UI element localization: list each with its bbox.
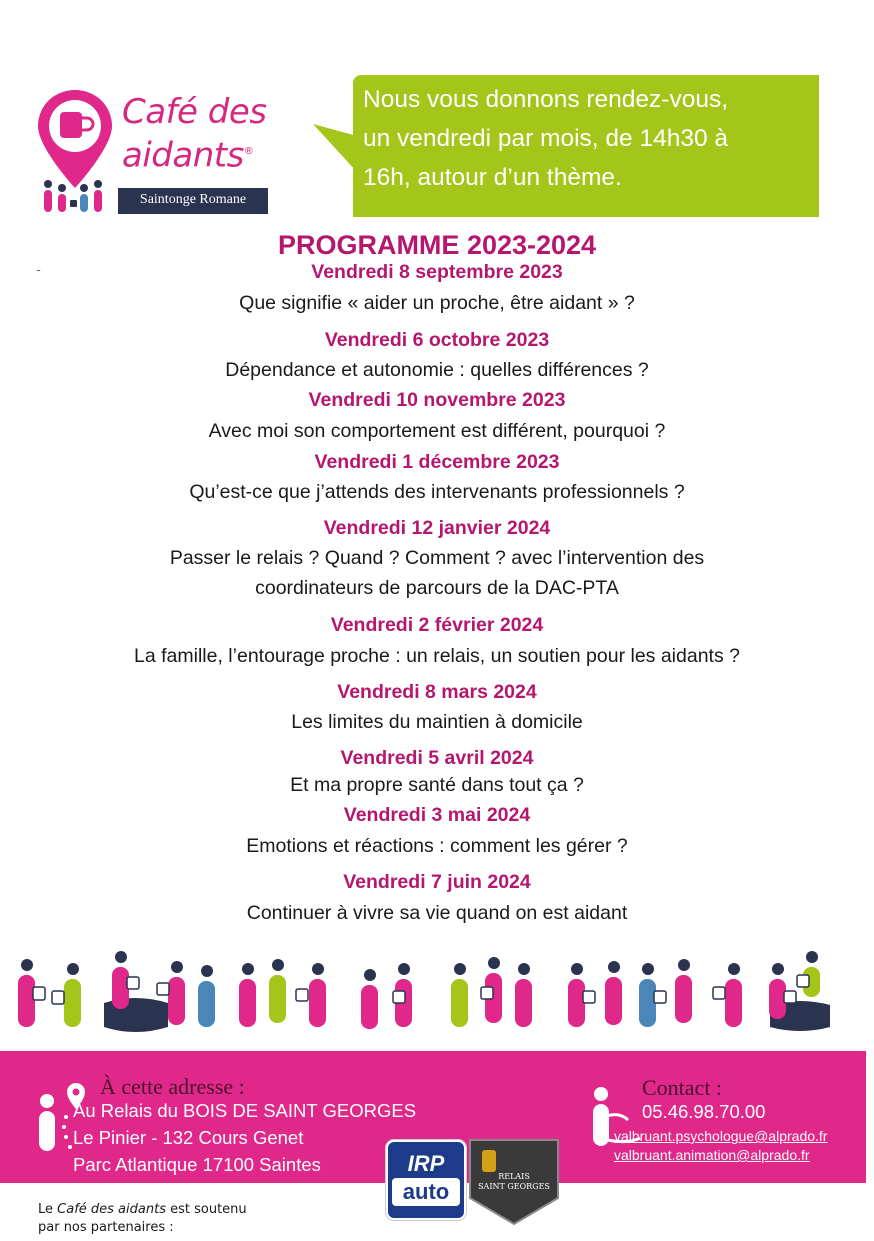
- bubble-line-2: un vendredi par mois, de 14h30 à: [363, 125, 729, 152]
- contact-heading: Contact :: [642, 1075, 723, 1100]
- address-line-1: Au Relais du BOIS DE SAINT GEORGES: [73, 1100, 417, 1121]
- people-group-6: [568, 959, 692, 1027]
- session-date: Vendredi 1 décembre 2023: [314, 451, 560, 473]
- session-date: Vendredi 8 mars 2024: [337, 681, 537, 703]
- irp-logo-bottom: auto: [392, 1178, 460, 1206]
- session-date: Vendredi 10 novembre 2023: [308, 389, 566, 411]
- bubble-line-1: Nous vous donnons rendez-vous,: [363, 86, 728, 113]
- session-topic: Que signifie « aider un proche, être aidant » ?: [239, 292, 635, 314]
- session-date: Vendredi 2 février 2024: [330, 614, 544, 636]
- session-topic: La famille, l’entourage proche : un relais, un soutien pour les aidants ?: [134, 645, 740, 667]
- contact-phone[interactable]: 05.46.98.70.00: [642, 1101, 766, 1122]
- people-group-4: [361, 963, 412, 1029]
- session-topic: Qu’est-ce que j’attends des intervenants professionnels ?: [189, 481, 685, 503]
- address-line-2: Le Pinier - 132 Cours Genet: [73, 1127, 304, 1148]
- speech-bubble-text: [363, 80, 813, 197]
- contact-email-animation[interactable]: valbruant.animation@alprado.fr: [614, 1147, 810, 1163]
- session-topic: Continuer à vivre sa vie quand on est aidant: [246, 902, 628, 924]
- people-illustration: [0, 945, 874, 1045]
- irp-auto-logo: [386, 1140, 466, 1220]
- relais-saint-georges-logo: [468, 1138, 560, 1226]
- address-line-3: Parc Atlantique 17100 Saintes: [73, 1154, 321, 1175]
- people-group-1: [18, 959, 81, 1027]
- partner-note-line2: par nos partenaires :: [38, 1220, 174, 1235]
- people-group-2: [104, 951, 215, 1032]
- irp-logo-top: IRP: [407, 1151, 445, 1176]
- session-topic: Les limites du maintien à domicile: [291, 711, 583, 733]
- address-heading: À cette adresse :: [100, 1074, 245, 1099]
- session-topic: Emotions et réactions : comment les gérer ?: [246, 835, 628, 857]
- people-group-5: [451, 957, 532, 1027]
- logo-title: [122, 92, 266, 175]
- people-group-3: [239, 959, 326, 1027]
- session-topic: Avec moi son comportement est différent, pourquoi ?: [208, 420, 666, 442]
- bubble-line-3: 16h, autour d’un thème.: [363, 164, 622, 191]
- logo-title-word: aidants: [122, 135, 244, 176]
- session-topic: Dépendance et autonomie : quelles différences ?: [225, 359, 649, 381]
- session-date: Vendredi 7 juin 2024: [343, 871, 531, 893]
- cafe-logo-pin-icon: [36, 88, 114, 218]
- logo-subtitle: Saintonge Romane: [118, 188, 268, 214]
- partner-note-suffix: est soutenu: [165, 1202, 247, 1217]
- session-date: Vendredi 8 septembre 2023: [311, 261, 563, 283]
- session-topic: coordinateurs de parcours de la DAC-PTA: [255, 577, 619, 599]
- speech-bubble-tail: [313, 124, 357, 174]
- partner-note: [38, 1201, 247, 1237]
- registered-mark: ®: [243, 146, 254, 157]
- people-group-7: [713, 951, 830, 1031]
- session-date: Vendredi 3 mai 2024: [343, 804, 531, 826]
- relais-logo-text: [468, 1172, 560, 1192]
- session-date: Vendredi 6 octobre 2023: [324, 329, 550, 351]
- session-topic: Passer le relais ? Quand ? Comment ? avec l’intervention des: [169, 547, 705, 569]
- session-date: Vendredi 12 janvier 2024: [323, 517, 551, 539]
- programme-title: PROGRAMME 2023-2024: [277, 230, 597, 260]
- logo-title-line1: Café des: [122, 92, 267, 132]
- session-date: Vendredi 5 avril 2024: [340, 747, 534, 769]
- partner-note-line1: [38, 1201, 247, 1219]
- relais-logo-line2: SAINT GEORGES: [478, 1182, 550, 1191]
- relais-logo-line1: RELAIS: [498, 1172, 530, 1181]
- partner-note-brand: Café des aidants: [57, 1202, 166, 1217]
- contact-email-psychologue[interactable]: valbruant.psychologue@alprado.fr: [614, 1128, 828, 1144]
- partner-note-prefix: Le: [38, 1202, 58, 1217]
- logo-title-line2: [122, 132, 266, 175]
- session-topic: Et ma propre santé dans tout ça ?: [290, 774, 584, 796]
